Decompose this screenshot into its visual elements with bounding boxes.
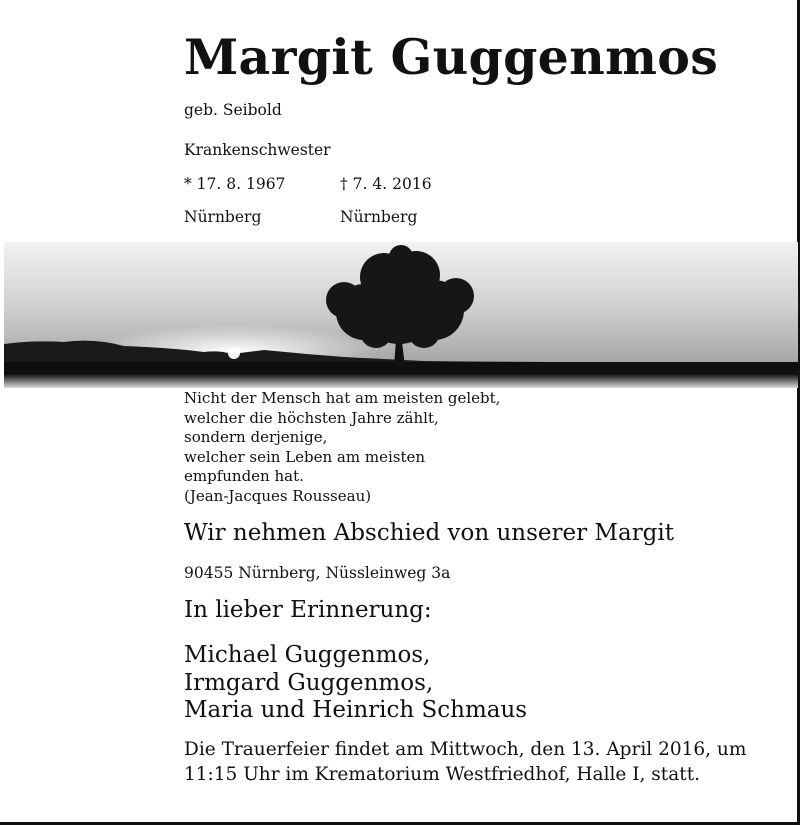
maiden-name: geb. Seibold <box>184 101 282 119</box>
quote-line: welcher die höchsten Jahre zählt, <box>184 408 439 427</box>
birth-date: * 17. 8. 1967 <box>184 175 286 193</box>
profession: Krankenschwester <box>184 141 331 159</box>
mourners-list <box>184 642 527 725</box>
mourner: Michael Guggenmos, <box>184 642 431 668</box>
tree-silhouette-sunset-icon <box>4 242 798 388</box>
memory-heading: In lieber Erinnerung: <box>184 597 432 623</box>
quote-line: Nicht der Mensch hat am meisten gelebt, <box>184 389 501 407</box>
quote-line: sondern derjenige, <box>184 428 328 446</box>
funeral-notice <box>184 737 784 787</box>
farewell-heading: Wir nehmen Abschied von unserer Margit <box>184 520 675 546</box>
quote-author: (Jean-Jacques Rousseau) <box>184 486 372 505</box>
quote-block <box>184 389 500 506</box>
death-date: † 7. 4. 2016 <box>340 175 432 193</box>
address: 90455 Nürnberg, Nüssleinweg 3a <box>184 564 451 582</box>
death-place: Nürnberg <box>340 208 418 226</box>
birth-place: Nürnberg <box>184 208 262 226</box>
mourner: Maria und Heinrich Schmaus <box>184 697 528 723</box>
mourner: Irmgard Guggenmos, <box>184 669 434 696</box>
funeral-line: 11:15 Uhr im Krematorium Westfriedhof, Halle I, statt. <box>184 764 701 785</box>
funeral-line: Die Trauerfeier findet am Mittwoch, den 13. April 2016, um <box>184 739 747 760</box>
deceased-name: Margit Guggenmos <box>184 28 719 86</box>
quote-line: empfunden hat. <box>184 467 304 485</box>
quote-line: welcher sein Leben am meisten <box>184 447 426 466</box>
